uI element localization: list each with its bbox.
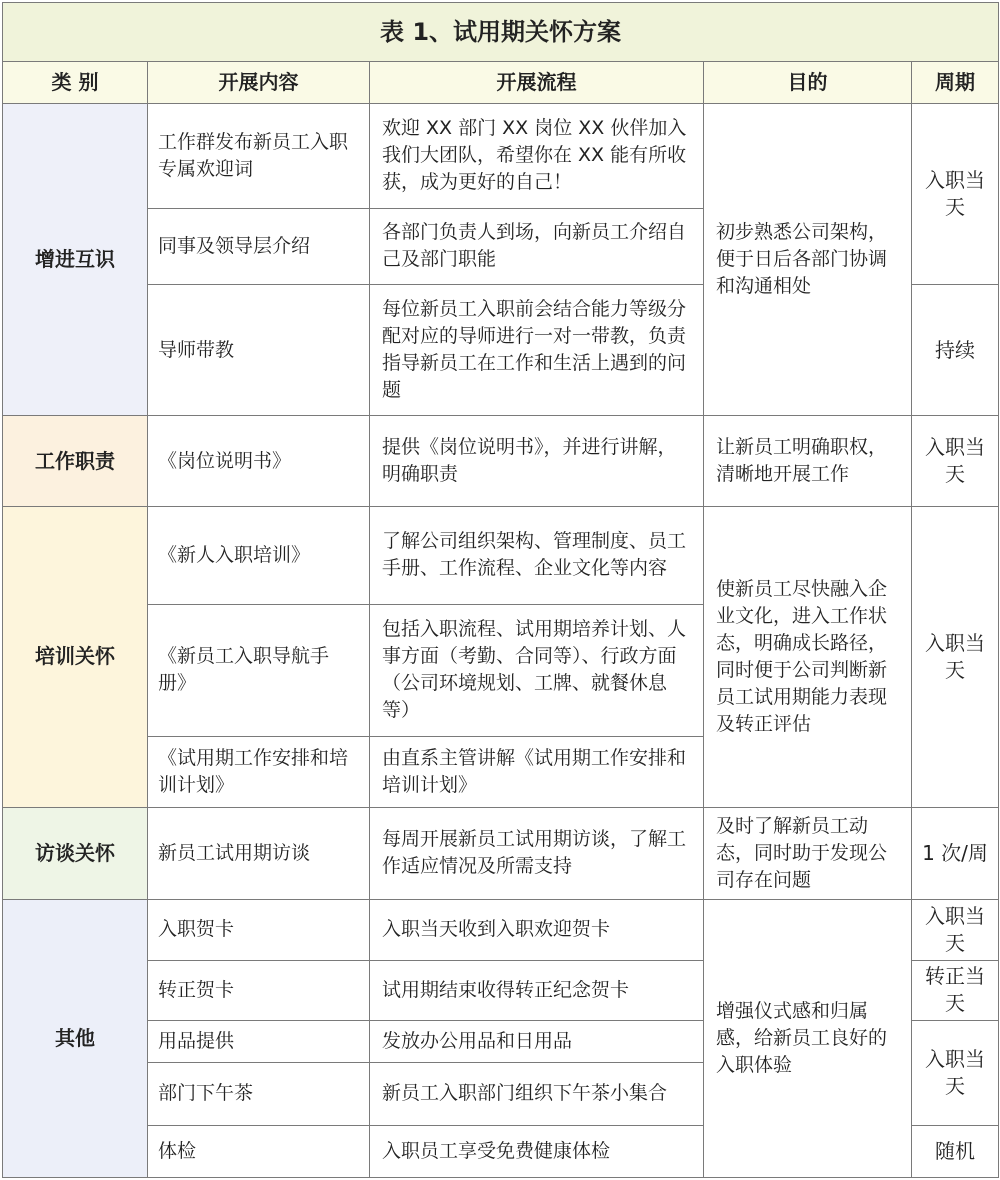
content-cell: 入职贺卡 — [148, 900, 370, 960]
process-cell: 入职当天收到入职欢迎贺卡 — [370, 900, 704, 960]
header-period: 周期 — [912, 62, 999, 103]
content-cell: 《新人入职培训》 — [148, 506, 370, 604]
period-cell: 入职当天 — [912, 900, 999, 960]
table-row — [3, 506, 999, 604]
process-cell: 由直系主管讲解《试用期工作安排和培训计划》 — [370, 737, 704, 807]
category-cell: 访谈关怀 — [3, 807, 148, 900]
content-cell: 工作群发布新员工入职专属欢迎词 — [148, 103, 370, 209]
process-cell: 欢迎 XX 部门 XX 岗位 XX 伙伴加入我们大团队，希望你在 XX 能有所收获，成为更好的自己！ — [370, 103, 704, 209]
purpose-cell: 及时了解新员工动态，同时助于发现公司存在问题 — [704, 807, 912, 900]
content-cell: 同事及领导层介绍 — [148, 209, 370, 284]
period-cell: 持续 — [912, 284, 999, 416]
category-cell: 培训关怀 — [3, 506, 148, 807]
table-row — [3, 103, 999, 209]
process-cell: 每周开展新员工试用期访谈，了解工作适应情况及所需支持 — [370, 807, 704, 900]
process-cell: 新员工入职部门组织下午茶小集合 — [370, 1063, 704, 1125]
table-row — [3, 900, 999, 960]
period-cell: 随机 — [912, 1125, 999, 1177]
category-cell: 增进互识 — [3, 103, 148, 416]
probation-care-table — [2, 2, 999, 1178]
content-cell: 《岗位说明书》 — [148, 416, 370, 507]
content-cell: 《试用期工作安排和培训计划》 — [148, 737, 370, 807]
table-row — [3, 416, 999, 507]
purpose-cell: 初步熟悉公司架构，便于日后各部门协调和沟通相处 — [704, 103, 912, 416]
header-process: 开展流程 — [370, 62, 704, 103]
process-cell: 各部门负责人到场，向新员工介绍自己及部门职能 — [370, 209, 704, 284]
content-cell: 新员工试用期访谈 — [148, 807, 370, 900]
process-cell: 试用期结束收得转正纪念贺卡 — [370, 960, 704, 1020]
period-cell: 入职当天 — [912, 1020, 999, 1125]
process-cell: 每位新员工入职前会结合能力等级分配对应的导师进行一对一带教，负责指导新员工在工作和生活上遇到的问题 — [370, 284, 704, 416]
category-cell: 其他 — [3, 900, 148, 1178]
purpose-cell: 使新员工尽快融入企业文化，进入工作状态，明确成长路径，同时便于公司判断新员工试用期能力表现及转正评估 — [704, 506, 912, 807]
content-cell: 部门下午茶 — [148, 1063, 370, 1125]
content-cell: 转正贺卡 — [148, 960, 370, 1020]
purpose-cell: 增强仪式感和归属感，给新员工良好的入职体验 — [704, 900, 912, 1178]
table-row — [3, 807, 999, 900]
process-cell: 提供《岗位说明书》，并进行讲解，明确职责 — [370, 416, 704, 507]
header-content: 开展内容 — [148, 62, 370, 103]
content-cell: 导师带教 — [148, 284, 370, 416]
period-cell: 入职当天 — [912, 416, 999, 507]
table-title: 表 1、试用期关怀方案 — [3, 3, 999, 62]
category-cell: 工作职责 — [3, 416, 148, 507]
purpose-cell: 让新员工明确职权，清晰地开展工作 — [704, 416, 912, 507]
header-category: 类 别 — [3, 62, 148, 103]
process-cell: 入职员工享受免费健康体检 — [370, 1125, 704, 1177]
content-cell: 体检 — [148, 1125, 370, 1177]
period-cell: 转正当天 — [912, 960, 999, 1020]
content-cell: 用品提供 — [148, 1020, 370, 1062]
process-cell: 包括入职流程、试用期培养计划、人事方面（考勤、合同等）、行政方面（公司环境规划、工牌、就餐休息等） — [370, 604, 704, 737]
period-cell: 入职当天 — [912, 103, 999, 284]
period-cell: 1 次/周 — [912, 807, 999, 900]
period-cell: 入职当天 — [912, 506, 999, 807]
process-cell: 发放办公用品和日用品 — [370, 1020, 704, 1062]
process-cell: 了解公司组织架构、管理制度、员工手册、工作流程、企业文化等内容 — [370, 506, 704, 604]
header-purpose: 目的 — [704, 62, 912, 103]
content-cell: 《新员工入职导航手册》 — [148, 604, 370, 737]
